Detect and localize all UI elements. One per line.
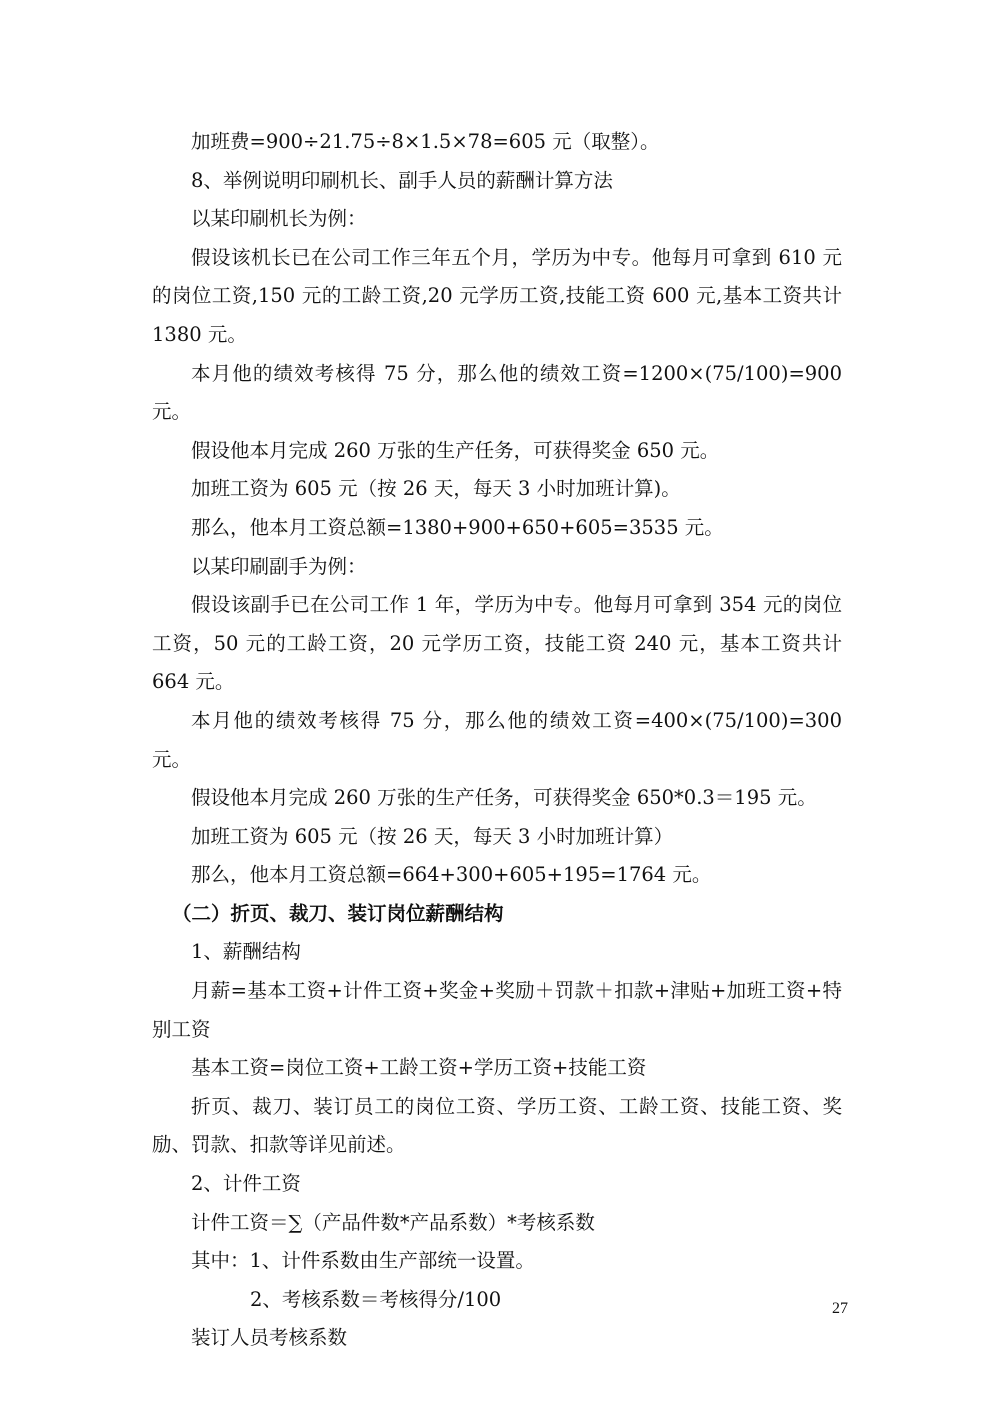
assistant-base-salary-paragraph: 假设该副手已在公司工作 1 年，学历为中专。他每月可拿到 354 元的岗位工资，50 元的工龄工资，20 元学历工资，技能工资 240 元，基本工资共计 664 元。 bbox=[152, 593, 842, 694]
example-assistant-intro: 以某印刷副手为例： bbox=[191, 554, 367, 578]
captain-performance-paragraph: 本月他的绩效考核得 75 分，那么他的绩效工资=1200×(75/100)=900 元。 bbox=[152, 361, 842, 424]
note-item-1: 其中：1、计件系数由生产部统一设置。 bbox=[191, 1249, 535, 1273]
salary-structure-title: 1、薪酬结构 bbox=[191, 940, 301, 964]
page-number: 27 bbox=[832, 1300, 848, 1317]
piece-rate-formula: 计件工资＝∑（产品件数*产品系数）*考核系数 bbox=[191, 1210, 595, 1234]
captain-total-paragraph: 那么，他本月工资总额=1380+900+650+605=3535 元。 bbox=[191, 515, 724, 539]
captain-base-salary-paragraph: 假设该机长已在公司工作三年五个月，学历为中专。他每月可拿到 610 元的岗位工资,150 元的工龄工资,20 元学历工资,技能工资 600 元,基本工资共计 1380 元。 bbox=[152, 245, 842, 346]
components-reference-paragraph: 折页、裁刀、装订员工的岗位工资、学历工资、工龄工资、技能工资、奖励、罚款、扣款等详见前述。 bbox=[152, 1094, 842, 1157]
assistant-overtime-paragraph: 加班工资为 605 元（按 26 天，每天 3 小时加班计算） bbox=[191, 824, 674, 848]
section-8-title: 8、举例说明印刷机长、副手人员的薪酬计算方法 bbox=[191, 168, 613, 192]
monthly-salary-formula: 月薪=基本工资+计件工资+奖金+奖励＋罚款＋扣款+津贴+加班工资+特别工资 bbox=[152, 979, 842, 1041]
section-2-heading: （二）折页、裁刀、装订岗位薪酬结构 bbox=[172, 901, 504, 925]
base-salary-formula: 基本工资=岗位工资+工龄工资+学历工资+技能工资 bbox=[191, 1056, 647, 1080]
overtime-formula-paragraph: 加班费=900÷21.75÷8×1.5×78=605 元（取整）。 bbox=[191, 130, 660, 153]
piece-rate-title: 2、计件工资 bbox=[191, 1172, 301, 1196]
binding-coefficient-title: 装订人员考核系数 bbox=[191, 1326, 348, 1350]
assistant-bonus-paragraph: 假设他本月完成 260 万张的生产任务，可获得奖金 650*0.3＝195 元。 bbox=[191, 786, 817, 810]
captain-bonus-paragraph: 假设他本月完成 260 万张的生产任务，可获得奖金 650 元。 bbox=[191, 438, 720, 462]
example-captain-intro: 以某印刷机长为例： bbox=[191, 207, 367, 231]
body-text bbox=[152, 123, 842, 1358]
assistant-performance-paragraph: 本月他的绩效考核得 75 分，那么他的绩效工资=400×(75/100)=300 元。 bbox=[152, 708, 842, 771]
captain-overtime-paragraph: 加班工资为 605 元（按 26 天，每天 3 小时加班计算)。 bbox=[191, 477, 681, 501]
assistant-total-paragraph: 那么，他本月工资总额=664+300+605+195=1764 元。 bbox=[191, 863, 712, 887]
note-item-2: 2、考核系数＝考核得分/100 bbox=[250, 1287, 502, 1311]
